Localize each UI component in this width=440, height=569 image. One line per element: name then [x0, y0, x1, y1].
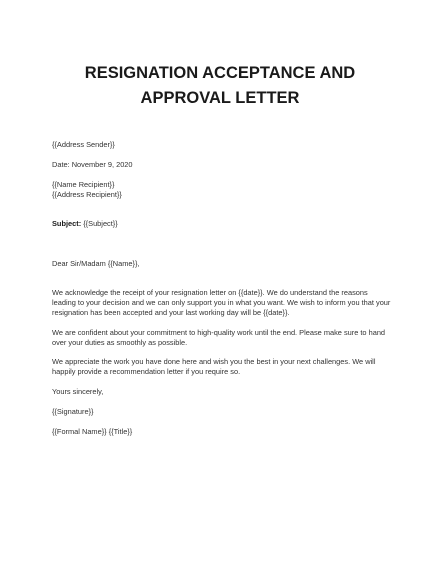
paragraph-3-line-2: happily provide a recommendation letter if you require so. — [52, 367, 241, 376]
subject-line — [52, 219, 118, 229]
formal-name: {{Formal Name}} {{Title}} — [52, 427, 133, 436]
paragraph-3-line-1: We appreciate the work you have done here and wish you the best in your next challenges. We will — [52, 357, 376, 366]
subject-value: {{Subject}} — [81, 219, 118, 228]
signature: {{Signature}} — [52, 407, 94, 416]
paragraph-2-line-2: over your duties as smoothly as possible. — [52, 338, 188, 347]
closing: Yours sincerely, — [52, 387, 104, 396]
address-recipient: {{Address Recipient}} — [52, 190, 122, 199]
name-recipient: {{Name Recipient}} — [52, 180, 115, 189]
letter-title-line-2: APPROVAL LETTER — [140, 89, 300, 107]
paragraph-1-line-2: leading to your decision and we can only support you in what you want. We wish to inform you that your — [52, 298, 391, 307]
address-sender: {{Address Sender}} — [52, 140, 115, 149]
paragraph-1-line-1: We acknowledge the receipt of your resignation letter on {{date}}. We do understand the reasons — [52, 288, 368, 297]
paragraph-1-line-3: resignation has been accepted and your last working day will be {{date}}. — [52, 308, 290, 317]
letter-title-line-1: RESIGNATION ACCEPTANCE AND — [84, 64, 356, 82]
letter-date: Date: November 9, 2020 — [52, 160, 133, 169]
salutation: Dear Sir/Madam {{Name}}, — [52, 259, 140, 268]
paragraph-2-line-1: We are confident about your commitment to high-quality work until the end. Please make sure to hand — [52, 328, 386, 337]
subject-label: Subject: — [52, 219, 82, 228]
